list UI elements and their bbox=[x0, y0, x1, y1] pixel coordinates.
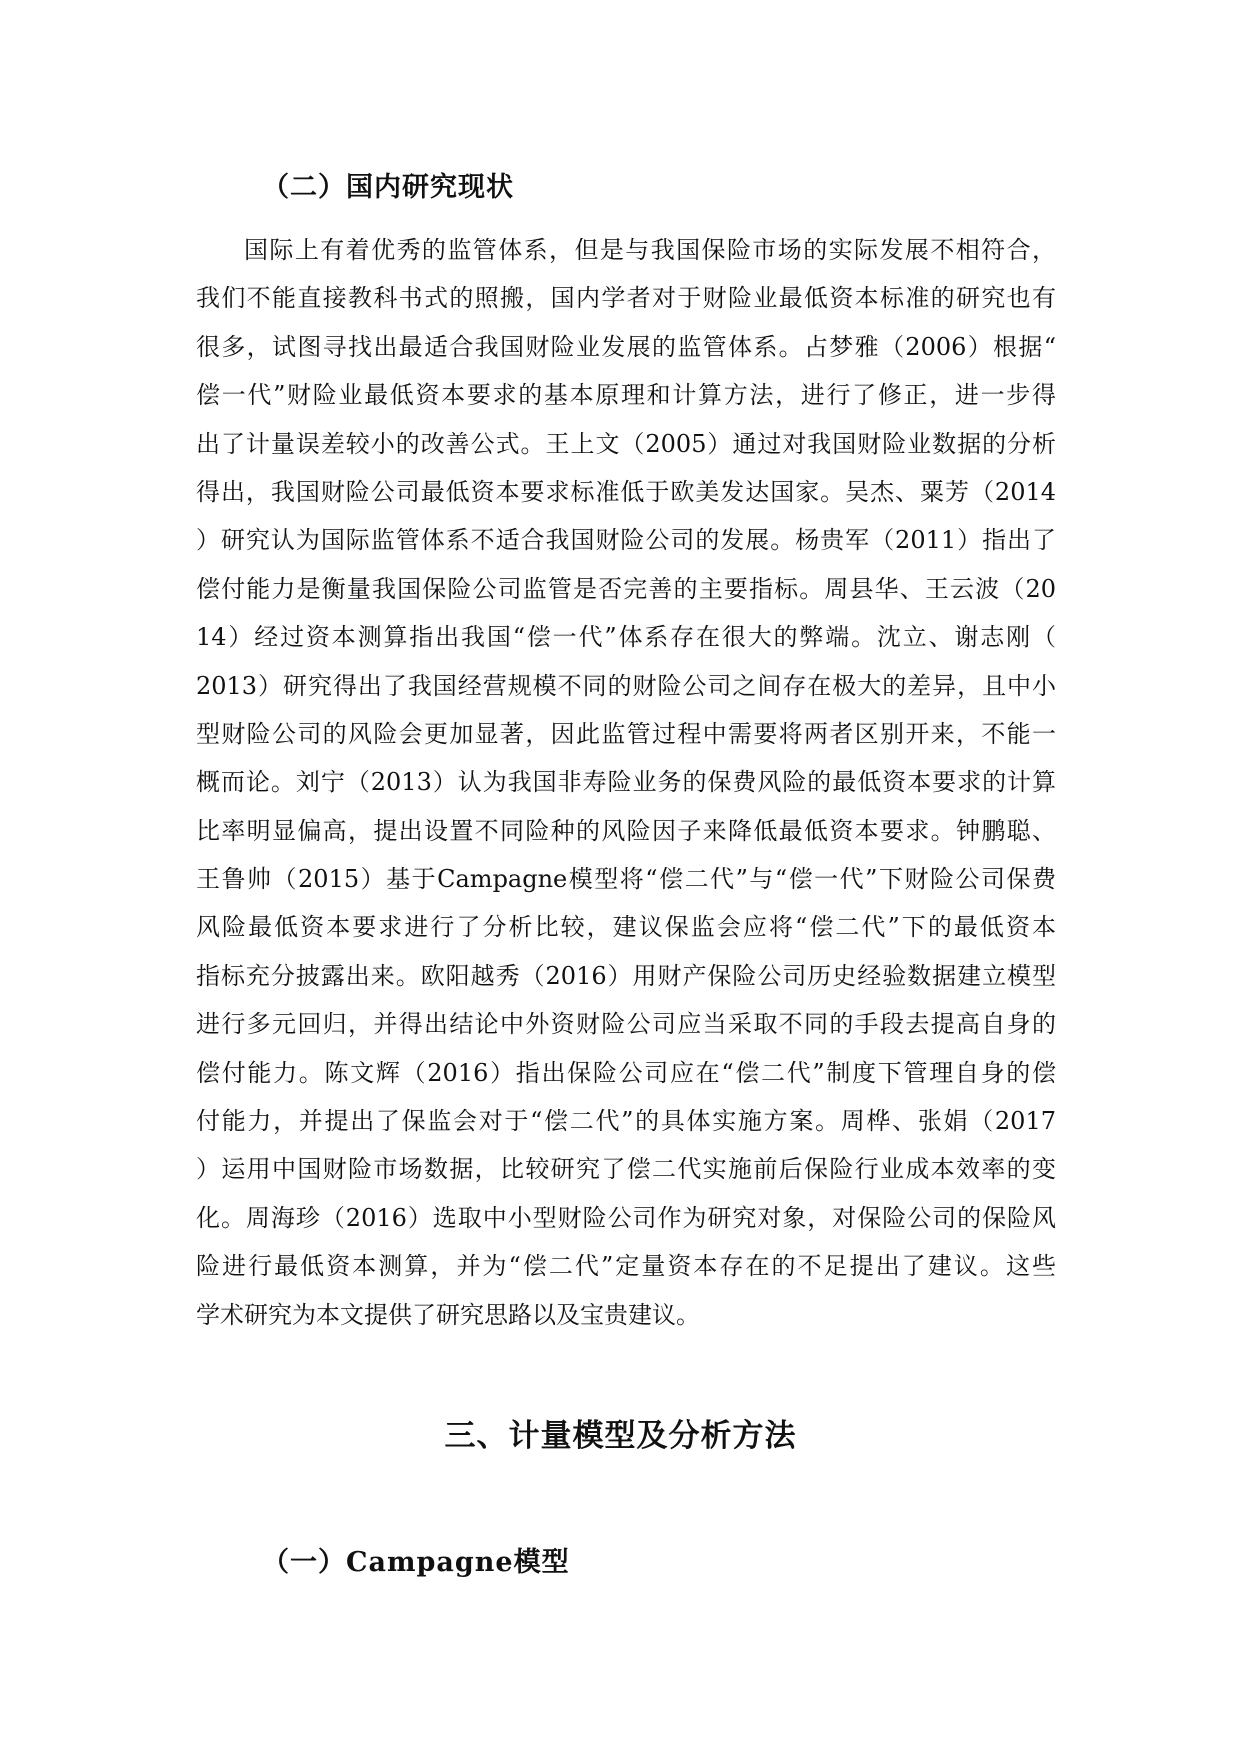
paragraph-line: 化。周海珍（2016）选取中小型财险公司作为研究对象，对保险公司的保险风 bbox=[196, 1203, 1056, 1232]
chapter-heading: 三、计量模型及分析方法 bbox=[444, 1418, 797, 1454]
paragraph-line: 比率明显偏高，提出设置不同险种的风险因子来降低最低资本要求。钟鹏聪、 bbox=[196, 816, 1056, 845]
paragraph-line: 王鲁帅（2015）基于Campagne模型将“偿二代”与“偿一代”下财险公司保费 bbox=[196, 865, 1056, 894]
paragraph-line: 学术研究为本文提供了研究思路以及宝贵建议。 bbox=[196, 1300, 700, 1329]
paragraph-line: 概而论。刘宁（2013）认为我国非寿险业务的保费风险的最低资本要求的计算 bbox=[196, 768, 1056, 797]
paragraph-line: 偿付能力。陈文辉（2016）指出保险公司应在“偿二代”制度下管理自身的偿 bbox=[196, 1058, 1056, 1087]
paragraph-line: 型财险公司的风险会更加显著，因此监管过程中需要将两者区别开来，不能一 bbox=[196, 719, 1056, 748]
paragraph-line: 险进行最低资本测算，并为“偿二代”定量资本存在的不足提出了建议。这些 bbox=[196, 1252, 1056, 1281]
paragraph-line: 我们不能直接教科书式的照搬，国内学者对于财险业最低资本标准的研究也有 bbox=[196, 284, 1056, 313]
paragraph-line: ）研究认为国际监管体系不适合我国财险公司的发展。杨贵军（2011）指出了 bbox=[196, 526, 1056, 555]
paragraph-line: 进行多元回归，并得出结论中外资财险公司应当采取不同的手段去提高自身的 bbox=[196, 1010, 1056, 1039]
paragraph-line: 2013）研究得出了我国经营规模不同的财险公司之间存在极大的差异，且中小 bbox=[196, 671, 1056, 700]
paragraph-line: 风险最低资本要求进行了分析比较，建议保监会应将“偿二代”下的最低资本 bbox=[196, 913, 1056, 942]
paragraph-line: 偿一代”财险业最低资本要求的基本原理和计算方法，进行了修正，进一步得 bbox=[196, 381, 1056, 410]
paragraph-line: ）运用中国财险市场数据，比较研究了偿二代实施前后保险行业成本效率的变 bbox=[196, 1155, 1056, 1184]
paragraph-line: 偿付能力是衡量我国保险公司监管是否完善的主要指标。周县华、王云波（20 bbox=[196, 574, 1056, 603]
paragraph-line: 付能力，并提出了保监会对于“偿二代”的具体实施方案。周桦、张娟（2017 bbox=[196, 1107, 1056, 1136]
paragraph-line: 出了计量误差较小的改善公式。王上文（2005）通过对我国财险业数据的分析 bbox=[196, 429, 1056, 458]
paragraph-line: 14）经过资本测算指出我国“偿一代”体系存在很大的弊端。沈立、谢志刚（ bbox=[196, 623, 1056, 652]
paragraph-line: 得出，我国财险公司最低资本要求标准低于欧美发达国家。吴杰、粟芳（2014 bbox=[196, 477, 1056, 506]
paragraph-line: 很多，试图寻找出最适合我国财险业发展的监管体系。占梦雅（2006）根据“ bbox=[196, 332, 1056, 361]
paragraph-line: 国际上有着优秀的监管体系，但是与我国保险市场的实际发展不相符合， bbox=[244, 236, 1056, 264]
paragraph-line: 指标充分披露出来。欧阳越秀（2016）用财产保险公司历史经验数据建立模型 bbox=[196, 961, 1056, 990]
subsection-heading: （一）Campagne模型 bbox=[262, 1547, 570, 1578]
section-heading: （二）国内研究现状 bbox=[262, 172, 514, 203]
paragraph-domestic-research bbox=[196, 226, 1056, 1339]
